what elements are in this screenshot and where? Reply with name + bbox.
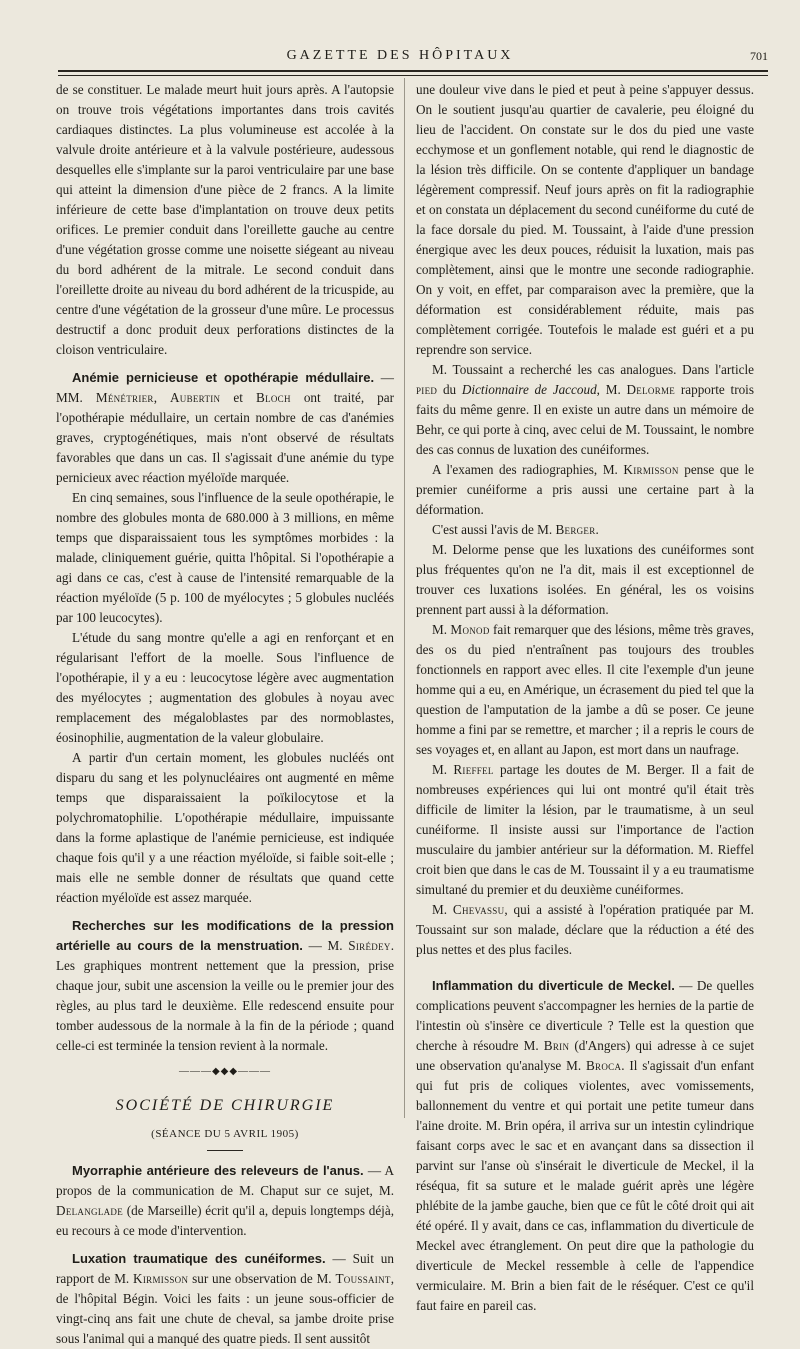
article-title: Luxation traumatique des cunéiformes. xyxy=(72,1251,326,1266)
session-date: (SÉANCE DU 5 AVRIL 1905) xyxy=(151,1128,299,1140)
author-name: Bloch xyxy=(255,390,291,405)
paragraph: une douleur vive dans le pied et peut à peine s'appuyer dessus. On le soutient jusqu'au quartier de cavalerie, peu éloigné du lieu de l'accident. On constate sur le dos du pied une vaste ecchymose et un gonflement notable, qui rend le diagnostic de la lésion très difficile. On se contente d'appliquer un bandage légèrement compressif. Neuf jours après on fit la radiographie et on constata un déplacement du second cunéiforme du cuté de la face dorsale du pied. M. Toussaint, à l'aide d'une pression énergique avec les deux pouces, réduisit la luxation, mais pas complètement, ainsi que le montre une seconde radiographie. On y voit, en effet, par comparaison avec la première, que la déformation est considérablement réduite, mais pas complètement corrigée. Toutefois le malade est guéri et a pu reprendre son service. xyxy=(416,82,754,357)
article-anemie: Anémie pernicieuse et opothérapie médullaire. — MM. Ménétrier, Aubertin et Bloch ont traité, par l'opothérapie médullaire, un certain nombre de cas d'anémies graves, cryptogénétiques, mais n'ont observé de résultats favorables que dans un cas. Il s'agissait d'une anémie du type pernicieux avec réaction myéloïde marquée. xyxy=(56,370,395,485)
article-myorraphie: Myorraphie antérieure des releveurs de l'anus. — A propos de la communication de M. Chaput sur ce sujet, M. Delanglade (de Marseille) écrit qu'il a, depuis longtemps déjà, eu recours à ce mode d'intervention. xyxy=(56,1163,395,1238)
author-name: Delanglade xyxy=(56,1203,124,1218)
author-name: Kirmisson xyxy=(133,1271,189,1286)
paragraph: A partir d'un certain moment, les globules nucléés ont disparu du sang et les polynucléaires ont augmenté en même temps que disparaissaient la poïkilocytose et la polychromatophilie. L'opothérapie médullaire, impuissante dans la forme aplastique de l'anémie pernicieuse, est indiquée chaque fois qu'il y a une réaction myéloïde, si faible soit-elle ; mais elle ne semble donner de résultats que quand cette réaction myéloïde est assez marquée. xyxy=(56,750,394,905)
paragraph: M. Delorme pense que les luxations des cunéiformes sont plus fréquentes qu'on ne l'a dit, mais il est exceptionnel de trouver ces luxations isolées. En général, les os voisins prennent part aussi à la déformation. xyxy=(416,542,754,617)
author-name: Kirmisson xyxy=(623,462,679,477)
society-heading: SOCIÉTÉ DE CHIRURGIE xyxy=(115,1097,335,1114)
author-name: Monod xyxy=(450,622,490,637)
author-name: Brin xyxy=(543,1038,570,1053)
paragraph: M. Toussaint a recherché les cas analogues. Dans l'article pied du Dictionnaire de Jaccoud, M. Delorme rapporte trois faits du même genre. Il en existe un autre dans un mémoire de Behr, ce qui porte à cinq, avec celui de M. Toussaint, le nombre des cas connus de luxation des cunéiformes. xyxy=(416,362,754,457)
author-name: Chevassu xyxy=(452,902,505,917)
author-name: Delorme xyxy=(626,382,676,397)
article-title: Inflammation du diverticule de Meckel. xyxy=(432,978,675,993)
page-header xyxy=(0,48,800,72)
right-column xyxy=(416,80,754,1316)
author-names: Ménétrier, Aubertin xyxy=(95,390,221,405)
section-ornament: ———◆◆◆——— xyxy=(178,1066,272,1077)
paragraph: M. Rieffel partage les doutes de M. Berger. Il a fait de nombreuses expériences qui lui ont montré qu'il était très difficile de limiter la lésion, par le traumatisme, à un seul cunéiforme. Il insiste aussi sur l'importance de l'action musculaire du jambier antérieur sur la déformation. M. Rieffel croit bien que dans le cas de M. Toussaint il y a eu traumatisme simultané du premier et du deuxième cunéiformes. xyxy=(416,762,754,897)
short-rule xyxy=(207,1150,243,1151)
column-divider xyxy=(404,78,405,1118)
page-number: 701 xyxy=(750,49,768,63)
paragraph: M. Monod fait remarquer que des lésions, même très graves, des os du pied n'entraînent pas toujours des troubles fonctionnels en rapport avec elles. Il cite l'exemple d'un jeune homme qui a eu, en Amérique, un écrasement du pied tel que la question de l'amputation de la jambe a dû se poser. Ce jeune homme a fini par se remettre, et marcher ; il a repris le cours de ses voyages et, en allant au Japon, est mort dans un naufrage. xyxy=(416,622,755,757)
paragraph: de se constituer. Le malade meurt huit jours après. A l'autopsie on trouve trois végétations importantes dans trois cavités cardiaques distinctes. La plus volumineuse est accolée à la valvule droite antérieure et à la valvule postérieure, audessous desquelles elle s'implante sur la paroi ventriculaire par une base qui atteint la dimension d'une pièce de 2 francs. A la limite inférieure de cette base d'implantation on trouve deux petits orifices. Le premier conduit dans l'oreillette gauche au centre d'une végétation grosse comme une noisette siégeant au niveau du bord adhérent de la mitrale. Le second conduit dans l'oreillette droite au niveau du bord adhérent de la tricuspide, au centre d'une végétation de la grosseur d'une mûre. Le processus destructif a donc produit deux perforations distinctes de la cloison ventriculaire. xyxy=(56,82,394,357)
article-pression: Recherches sur les modifications de la pression artérielle au cours de la menstruation. — M. Sirédey. Les graphiques montrent nettement que la pression, prise chaque jour, subit une ascension la veille ou le premier jour des règles, au plus tard le deuxième. Elle redescend ensuite pour tomber audessous de la normale à la fin de la période ; quand celle-ci est terminée la tension revient à la normale. xyxy=(56,918,394,1053)
author-name: Rieffel xyxy=(453,762,494,777)
paragraph: M. Chevassu, qui a assisté à l'opération pratiquée par M. Toussaint sur son malade, déclare que la réduction a été des plus nettes et des plus faciles. xyxy=(416,902,754,957)
article-meckel: Inflammation du diverticule de Meckel. — De quelles complications peuvent s'accompagner les hernies de la partie de l'intestin où s'insère ce diverticule ? Telle est la question que cherche à résoudre M. Brin (d'Angers) qui adresse à ce sujet une observation qu'analyse M. Broca. Il s'agissait d'un enfant qui fut pris de coliques violentes, avec vomissements, ballonnement du ventre et qui portait une petite tumeur dans l'aine droite. M. Brin opéra, il arriva sur un intestin cylindrique faisant corps avec le sac et en avançant dans sa dissection il parvint sur l'anse où s'insérait le diverticule de Meckel, il la réséqua, fit sa suture et le malade guérit après une légère phlébite de la jambe gauche, bien que ce fût le côté droit qui ait été opéré. Il y avait, dans ce cas, inflammation du diverticule de Meckel avec étranglement. On peut dire que la pathologie du diverticule de Meckel ressemble à celle de l'appendice vermiculaire. M. Brin a bien fait de le réséquer. C'est ce qu'il faut faire en pareil cas. xyxy=(416,978,754,1313)
running-title: GAZETTE DES HÔPITAUX xyxy=(286,48,514,63)
article-title: Myorraphie antérieure des releveurs de l'anus. xyxy=(72,1163,364,1178)
article-luxation: Luxation traumatique des cunéiformes. — Suit un rapport de M. Kirmisson sur une observation de M. Toussaint, de l'hôpital Bégin. Voici les faits : un jeune sous-officier de vingt-cinq ans fait une chute de cheval, sa jambe droite prise sous l'animal qui a manqué des quatre pieds. Il sent aussitôt xyxy=(56,1251,394,1346)
article-title: Anémie pernicieuse et opothérapie médullaire. xyxy=(72,370,375,385)
paragraph: L'étude du sang montre qu'elle a agi en renforçant et en régularisant l'effort de la moelle. Sous l'influence de l'opothérapie, il y a eu : leucocytose légère avec augmentation des myélocytes ; augmentation des globules à noyau avec remplacement des mégaloblastes par des normoblastes, éosinophilie, augmentation de la valeur globulaire. xyxy=(56,630,394,745)
header-rule xyxy=(58,70,768,76)
author-name: Toussaint xyxy=(335,1271,391,1286)
paragraph: En cinq semaines, sous l'influence de la seule opothérapie, le nombre des globules monta de 680.000 à 3 millions, en même temps que disparaissaient tous les symptômes morbides : la malade, cliniquement guérie, quitta l'hôpital. Si l'opothérapie a agi dans ce cas, c'est à cause de l'intensité remarquable de la réaction myéloïde (5 p. 100 de myélocytes ; 5 globules nucléés par 100 leucocytes). xyxy=(56,490,394,625)
paragraph: A l'examen des radiographies, M. Kirmisson pense que le premier cunéiforme a pris aussi une certaine part à la déformation. xyxy=(416,462,754,517)
author-name: Sirédey xyxy=(348,938,391,953)
author-name: Berger xyxy=(555,522,596,537)
left-column xyxy=(56,80,394,1349)
author-name: Broca xyxy=(585,1058,622,1073)
article-title: Recherches sur les modifications de la pression artérielle au cours de la menstruation. xyxy=(56,918,394,953)
paragraph: C'est aussi l'avis de M. Berger. xyxy=(432,522,599,537)
